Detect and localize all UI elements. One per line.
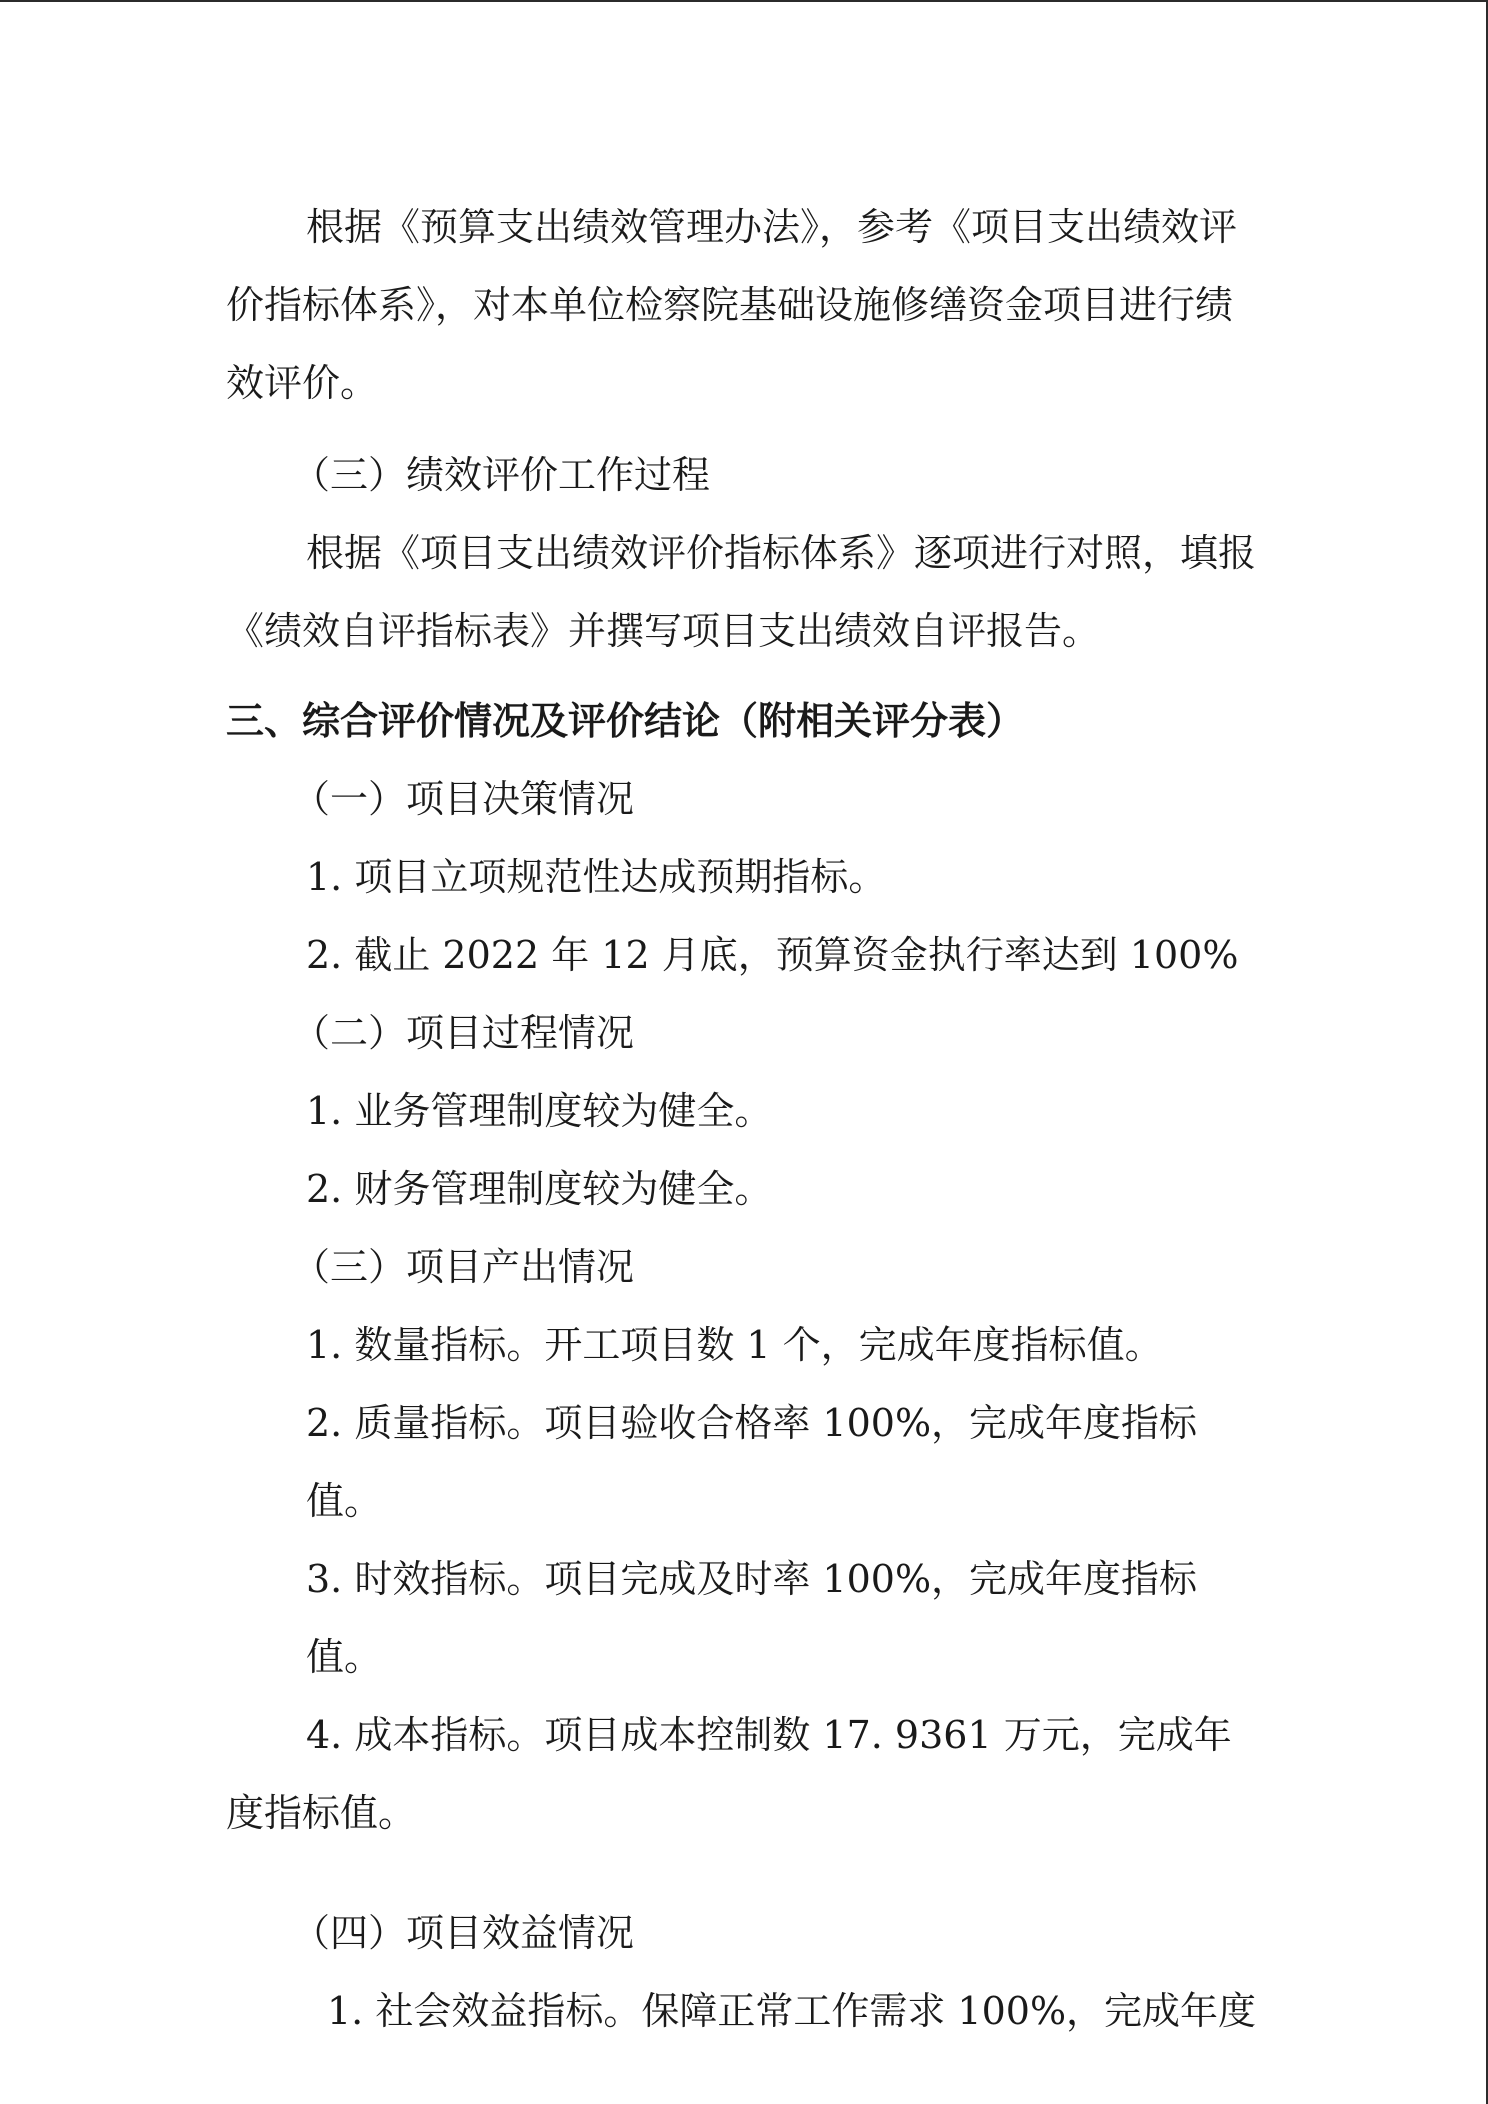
subsection-title-process: （三）绩效评价工作过程: [292, 453, 711, 497]
benefit-item-social: 1. 社会效益指标。保障正常工作需求 100%，完成年度: [327, 1989, 1257, 2033]
process-item-1: 1. 业务管理制度较为健全。: [306, 1089, 773, 1133]
intro-paragraph: 根据《预算支出绩效管理办法》，参考《项目支出绩效评价指标体系》，对本单位检察院基础设施修缮资金项目进行绩效评价。: [226, 205, 1238, 405]
subsection-title-benefit: （四）项目效益情况: [292, 1911, 635, 1955]
process-item-2: 2. 财务管理制度较为健全。: [306, 1167, 773, 1211]
document-body: [226, 188, 1266, 2050]
subsection-title-process-status: （二）项目过程情况: [292, 1011, 635, 1055]
output-item-timeliness: 3. 时效指标。项目完成及时率 100%，完成年度指标值。: [306, 1557, 1198, 1679]
subsection-title-output: （三）项目产出情况: [292, 1245, 635, 1289]
paragraph-gap: [226, 1852, 1266, 1894]
output-item-quantity: 1. 数量指标。开工项目数 1 个，完成年度指标值。: [306, 1323, 1163, 1367]
output-item-quality: 2. 质量指标。项目验收合格率 100%，完成年度指标值。: [306, 1401, 1198, 1523]
section-heading-evaluation: 三、综合评价情况及评价结论（附相关评分表）: [226, 698, 1025, 743]
decision-item-1: 1. 项目立项规范性达成预期指标。: [306, 855, 887, 899]
decision-item-2: 2. 截止 2022 年 12 月底，预算资金执行率达到 100%: [306, 933, 1239, 977]
subsection-title-decision: （一）项目决策情况: [292, 777, 635, 821]
process-paragraph: 根据《项目支出绩效评价指标体系》逐项进行对照，填报《绩效自评指标表》并撰写项目支出绩效自评报告。: [226, 531, 1257, 653]
output-item-cost: 4. 成本指标。项目成本控制数 17. 9361 万元，完成年度指标值。: [226, 1713, 1232, 1835]
page-top-border: [0, 0, 1488, 2]
